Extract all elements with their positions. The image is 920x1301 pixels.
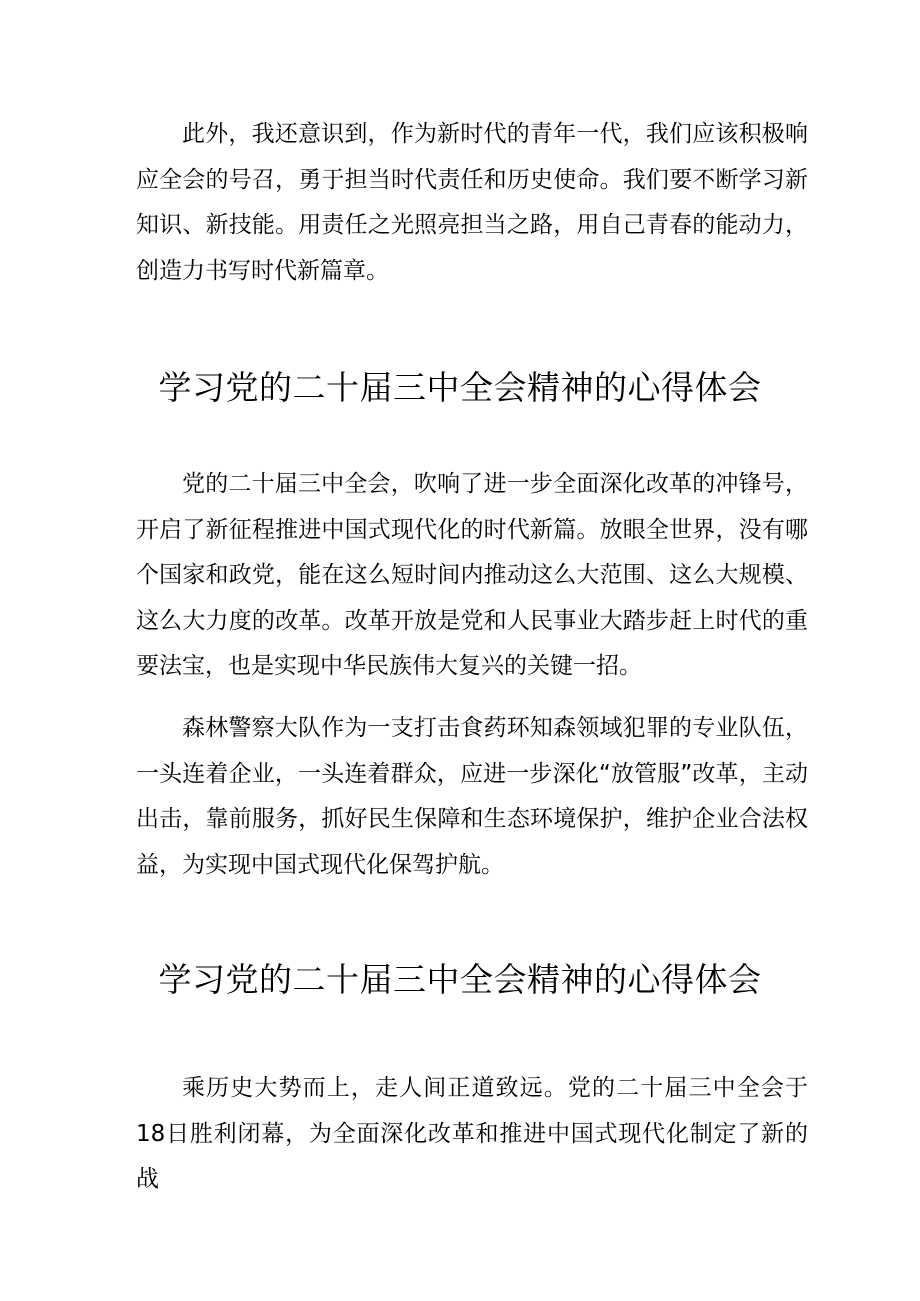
paragraph-reform-significance: 党的二十届三中全会，吹响了进一步全面深化改革的冲锋号，开启了新征程推进中国式现代化的时代新篇。放眼全世界，没有哪个国家和政党，能在这么短时间内推动这么大范围、这么大规模、这么大力度的改革。改革开放是党和人民事业大踏步赶上时代的重要法宝，也是实现中华民族伟大复兴的关键一招。 (136, 471, 808, 679)
section-heading-1: 学习党的二十届三中全会精神的心得体会 (158, 368, 762, 407)
paragraph-plenum-closing: 乘历史大势而上，走人间正道致远。党的二十届三中全会于18日胜利闭幕，为全面深化改革和推进中国式现代化制定了新的战 (136, 1075, 808, 1192)
paragraph-youth-responsibility: 此外，我还意识到，作为新时代的青年一代，我们应该积极响应全会的号召，勇于担当时代责任和历史使命。我们要不断学习新知识、新技能。用责任之光照亮担当之路，用自己青春的能动力，创造力书写时代新篇章。 (136, 121, 808, 284)
paragraph-forest-police: 森林警察大队作为一支打击食药环知森领域犯罪的专业队伍，一头连着企业，一头连着群众，应进一步深化“放管服”改革，主动出击，靠前服务，抓好民生保障和生态环境保护，维护企业合法权益，为实现中国式现代化保驾护航。 (136, 715, 808, 878)
section-heading-2: 学习党的二十届三中全会精神的心得体会 (158, 960, 762, 999)
